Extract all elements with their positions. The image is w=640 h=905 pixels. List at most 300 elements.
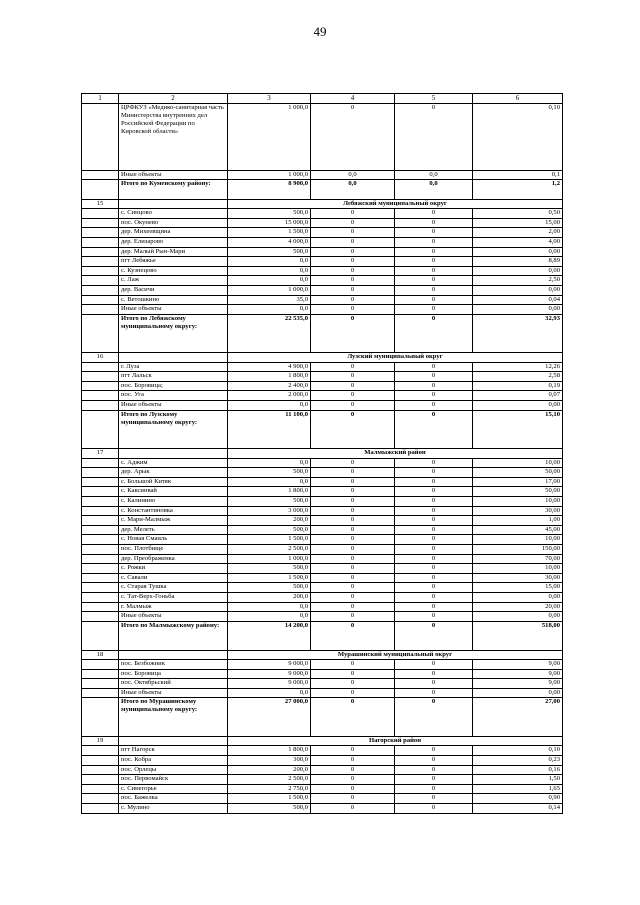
row-number-cell [82, 257, 119, 267]
value-col5: 0 [395, 516, 473, 526]
value-col4: 0 [311, 612, 395, 622]
empty-cell [119, 650, 228, 660]
settlement-name: пос. Боровица [119, 669, 228, 679]
value-col5: 0 [395, 756, 473, 766]
value-col5: 0,0 [395, 180, 473, 199]
value-col6: 2,50 [473, 276, 563, 286]
value-col5: 0 [395, 583, 473, 593]
settlement-name: с. Мулино [119, 804, 228, 814]
section-title: Лузский муниципальный округ [228, 353, 563, 363]
value-col6: 0,00 [473, 305, 563, 315]
value-col3: 11 100,0 [228, 410, 311, 448]
value-col6: 0,00 [473, 688, 563, 698]
settlement-name: с. Новая Смаиль [119, 535, 228, 545]
value-col4: 0 [311, 372, 395, 382]
value-col4: 0 [311, 698, 395, 736]
settlement-name: Итого по Лузскому муниципальному округу: [119, 410, 228, 448]
settlement-name: пгт Лебяжье [119, 257, 228, 267]
value-col6: 30,00 [473, 506, 563, 516]
value-col3: 3 000,0 [228, 506, 311, 516]
value-col6: 0,10 [473, 103, 563, 170]
settlement-name: пгт Нагорск [119, 746, 228, 756]
value-col5: 0 [395, 276, 473, 286]
value-col5: 0 [395, 688, 473, 698]
row-number-cell [82, 612, 119, 622]
value-col3: 0,0 [228, 276, 311, 286]
row-number-cell [82, 410, 119, 448]
value-col3: 1 500,0 [228, 228, 311, 238]
value-col5: 0 [395, 362, 473, 372]
settlement-name: г. Луза [119, 362, 228, 372]
value-col4: 0 [311, 660, 395, 670]
value-col4: 0 [311, 794, 395, 804]
value-col6: 15,00 [473, 583, 563, 593]
settlement-name: пос. Безбожник [119, 660, 228, 670]
value-col4: 0 [311, 487, 395, 497]
value-col6: 0,00 [473, 266, 563, 276]
section-number: 19 [82, 736, 119, 746]
value-col4: 0 [311, 621, 395, 650]
column-header: 5 [395, 94, 473, 104]
table-row [82, 669, 563, 679]
value-col3: 1 000,0 [228, 285, 311, 295]
table-body [82, 94, 563, 814]
row-number-cell [82, 487, 119, 497]
empty-cell [119, 736, 228, 746]
row-number-cell [82, 103, 119, 170]
settlement-name: Иные объекты [119, 170, 228, 180]
value-col6: 9,00 [473, 660, 563, 670]
table-row [82, 564, 563, 574]
value-col3: 22 535,0 [228, 314, 311, 352]
value-col6: 1,65 [473, 784, 563, 794]
value-col3: 500,0 [228, 804, 311, 814]
value-col5: 0 [395, 660, 473, 670]
value-col6: 1,2 [473, 180, 563, 199]
value-col5: 0 [395, 468, 473, 478]
row-number-cell [82, 592, 119, 602]
value-col4: 0 [311, 573, 395, 583]
settlement-name: Иные объекты [119, 688, 228, 698]
value-col5: 0 [395, 285, 473, 295]
settlement-name: с. Синегорье [119, 784, 228, 794]
value-col4: 0 [311, 756, 395, 766]
row-number-cell [82, 285, 119, 295]
row-number-cell [82, 237, 119, 247]
settlement-name: с. Мари-Малмыж [119, 516, 228, 526]
value-col4: 0 [311, 765, 395, 775]
settlement-name: с. Большой Китяк [119, 477, 228, 487]
value-col4: 0 [311, 228, 395, 238]
row-number-cell [82, 804, 119, 814]
value-col4: 0 [311, 381, 395, 391]
table-row [82, 688, 563, 698]
value-col5: 0 [395, 794, 473, 804]
total-row [82, 698, 563, 736]
row-number-cell [82, 544, 119, 554]
value-col5: 0 [395, 218, 473, 228]
value-col3: 1 800,0 [228, 746, 311, 756]
value-col4: 0 [311, 314, 395, 352]
table-row [82, 525, 563, 535]
value-col5: 0 [395, 391, 473, 401]
value-col3: 0,0 [228, 477, 311, 487]
value-col6: 10,00 [473, 497, 563, 507]
table-row [82, 305, 563, 315]
row-number-cell [82, 218, 119, 228]
value-col6: 0,10 [473, 746, 563, 756]
value-col4: 0,0 [311, 180, 395, 199]
value-col4: 0 [311, 746, 395, 756]
value-col6: 8,89 [473, 257, 563, 267]
settlement-name: дер. Михеевщина [119, 228, 228, 238]
settlement-name: дер. Елизарово [119, 237, 228, 247]
settlement-name: с. Рожки [119, 564, 228, 574]
value-col5: 0 [395, 103, 473, 170]
value-col4: 0 [311, 237, 395, 247]
row-number-cell [82, 784, 119, 794]
row-number-cell [82, 209, 119, 219]
value-col4: 0 [311, 305, 395, 315]
table-row [82, 266, 563, 276]
table-row [82, 554, 563, 564]
value-col3: 27 000,0 [228, 698, 311, 736]
value-col6: 15,00 [473, 218, 563, 228]
value-col4: 0 [311, 583, 395, 593]
total-row [82, 314, 563, 352]
value-col5: 0 [395, 266, 473, 276]
value-col5: 0 [395, 775, 473, 785]
section-header-row [82, 449, 563, 459]
value-col5: 0 [395, 372, 473, 382]
value-col4: 0 [311, 410, 395, 448]
column-header: 3 [228, 94, 311, 104]
value-col3: 2 750,0 [228, 784, 311, 794]
value-col5: 0 [395, 209, 473, 219]
empty-cell [119, 199, 228, 209]
row-number-cell [82, 554, 119, 564]
table-row [82, 237, 563, 247]
value-col6: 10,00 [473, 564, 563, 574]
table-row [82, 602, 563, 612]
value-col6: 0,00 [473, 612, 563, 622]
value-col3: 9 000,0 [228, 669, 311, 679]
value-col6: 30,00 [473, 573, 563, 583]
value-col6: 0,50 [473, 209, 563, 219]
value-col5: 0 [395, 669, 473, 679]
value-col4: 0 [311, 257, 395, 267]
value-col3: 0,0 [228, 266, 311, 276]
row-number-cell [82, 506, 119, 516]
value-col6: 0,00 [473, 592, 563, 602]
value-col3: 200,0 [228, 516, 311, 526]
value-col3: 9 000,0 [228, 679, 311, 689]
value-col5: 0 [395, 497, 473, 507]
table-row [82, 391, 563, 401]
settlement-name: пос. Первомайск [119, 775, 228, 785]
row-number-cell [82, 535, 119, 545]
value-col6: 0,00 [473, 285, 563, 295]
value-col6: 0,23 [473, 756, 563, 766]
table-row [82, 544, 563, 554]
value-col4: 0 [311, 218, 395, 228]
row-number-cell [82, 765, 119, 775]
value-col3: 0,0 [228, 688, 311, 698]
section-header-row [82, 736, 563, 746]
value-col3: 2 500,0 [228, 775, 311, 785]
column-header: 2 [119, 94, 228, 104]
value-col6: 0,00 [473, 401, 563, 411]
table-row [82, 487, 563, 497]
value-col4: 0 [311, 458, 395, 468]
value-col3: 1 000,0 [228, 103, 311, 170]
value-col4: 0 [311, 525, 395, 535]
value-col5: 0 [395, 698, 473, 736]
value-col5: 0 [395, 525, 473, 535]
value-col5: 0 [395, 804, 473, 814]
value-col5: 0 [395, 381, 473, 391]
row-number-cell [82, 497, 119, 507]
table-row [82, 218, 563, 228]
value-col5: 0 [395, 679, 473, 689]
value-col3: 500,0 [228, 497, 311, 507]
table-row [82, 679, 563, 689]
value-col5: 0 [395, 544, 473, 554]
settlement-name: г. Малмыж [119, 602, 228, 612]
value-col5: 0 [395, 410, 473, 448]
section-header-row [82, 650, 563, 660]
empty-cell [119, 353, 228, 363]
settlement-name: Итого по Малмыжскому району: [119, 621, 228, 650]
table-row [82, 756, 563, 766]
value-col5: 0 [395, 487, 473, 497]
table-row [82, 103, 563, 170]
settlement-name: дер. Арык [119, 468, 228, 478]
settlement-name: пос. Октябрьский [119, 679, 228, 689]
column-header: 4 [311, 94, 395, 104]
value-col4: 0,0 [311, 170, 395, 180]
value-col4: 0 [311, 468, 395, 478]
value-col5: 0 [395, 237, 473, 247]
table-row [82, 804, 563, 814]
value-col5: 0 [395, 477, 473, 487]
value-col3: 35,0 [228, 295, 311, 305]
value-col5: 0 [395, 295, 473, 305]
value-col4: 0 [311, 401, 395, 411]
value-col6: 9,00 [473, 679, 563, 689]
value-col6: 17,00 [473, 477, 563, 487]
value-col5: 0 [395, 257, 473, 267]
row-number-cell [82, 602, 119, 612]
row-number-cell [82, 583, 119, 593]
value-col3: 1 800,0 [228, 372, 311, 382]
table-row [82, 247, 563, 257]
table-row [82, 401, 563, 411]
value-col4: 0 [311, 669, 395, 679]
value-col3: 500,0 [228, 564, 311, 574]
value-col4: 0 [311, 266, 395, 276]
row-number-cell [82, 746, 119, 756]
value-col6: 50,00 [473, 468, 563, 478]
section-title: Малмыжский район [228, 449, 563, 459]
value-col4: 0 [311, 804, 395, 814]
value-col6: 0,19 [473, 381, 563, 391]
settlement-name: дер. Васичи [119, 285, 228, 295]
settlement-name: с. Ветошкино [119, 295, 228, 305]
row-number-cell [82, 698, 119, 736]
table-row [82, 573, 563, 583]
value-col6: 1,50 [473, 775, 563, 785]
section-header-row [82, 353, 563, 363]
settlement-name: Иные объекты [119, 612, 228, 622]
value-col5: 0 [395, 305, 473, 315]
value-col6: 15,10 [473, 410, 563, 448]
section-number: 17 [82, 449, 119, 459]
data-table [81, 93, 563, 814]
row-number-cell [82, 362, 119, 372]
value-col6: 2,00 [473, 228, 563, 238]
row-number-cell [82, 180, 119, 199]
table-row [82, 506, 563, 516]
table-row [82, 228, 563, 238]
value-col3: 500,0 [228, 583, 311, 593]
settlement-name: с. Константиновка [119, 506, 228, 516]
settlement-name: Итого по Мурашинскому муниципальному округу: [119, 698, 228, 736]
table-row [82, 660, 563, 670]
table-row [82, 765, 563, 775]
settlement-name: с. Синцово [119, 209, 228, 219]
row-number-cell [82, 314, 119, 352]
table-row [82, 468, 563, 478]
value-col3: 0,0 [228, 458, 311, 468]
table-row [82, 276, 563, 286]
value-col6: 70,00 [473, 554, 563, 564]
section-title: Мурашинский муниципальный округ [228, 650, 563, 660]
value-col5: 0,0 [395, 170, 473, 180]
value-col3: 2 000,0 [228, 391, 311, 401]
value-col6: 50,00 [473, 487, 563, 497]
value-col6: 0,1 [473, 170, 563, 180]
settlement-name: Итого по Лебяжскому муниципальному округу: [119, 314, 228, 352]
row-number-cell [82, 775, 119, 785]
table-row [82, 592, 563, 602]
table-row [82, 612, 563, 622]
value-col6: 518,00 [473, 621, 563, 650]
value-col5: 0 [395, 765, 473, 775]
value-col4: 0 [311, 295, 395, 305]
row-number-cell [82, 688, 119, 698]
value-col5: 0 [395, 314, 473, 352]
value-col5: 0 [395, 401, 473, 411]
value-col5: 0 [395, 784, 473, 794]
row-number-cell [82, 372, 119, 382]
row-number-cell [82, 525, 119, 535]
row-number-cell [82, 391, 119, 401]
row-number-cell [82, 458, 119, 468]
settlement-name: дер. Мелеть [119, 525, 228, 535]
value-col4: 0 [311, 554, 395, 564]
section-header-row [82, 199, 563, 209]
row-number-cell [82, 401, 119, 411]
header-row [82, 94, 563, 104]
section-number: 16 [82, 353, 119, 363]
value-col3: 0,0 [228, 401, 311, 411]
value-col6: 4,00 [473, 237, 563, 247]
value-col6: 0,14 [473, 804, 563, 814]
value-col5: 0 [395, 621, 473, 650]
value-col5: 0 [395, 602, 473, 612]
value-col4: 0 [311, 285, 395, 295]
value-col6: 0,90 [473, 794, 563, 804]
value-col5: 0 [395, 592, 473, 602]
value-col6: 20,00 [473, 602, 563, 612]
value-col6: 45,00 [473, 525, 563, 535]
value-col6: 10,00 [473, 458, 563, 468]
settlement-name: Иные объекты [119, 401, 228, 411]
section-number: 18 [82, 650, 119, 660]
value-col4: 0 [311, 784, 395, 794]
value-col3: 15 000,0 [228, 218, 311, 228]
settlement-name: Итого по Куменскому району: [119, 180, 228, 199]
empty-cell [119, 449, 228, 459]
value-col6: 0,04 [473, 295, 563, 305]
settlement-name: ЦРФКУЗ «Медико-санитарная часть Министерства внутренних дел Российской Федерации по Кировской области» [119, 103, 228, 170]
row-number-cell [82, 477, 119, 487]
table-row [82, 372, 563, 382]
value-col4: 0 [311, 103, 395, 170]
value-col5: 0 [395, 247, 473, 257]
page-number: 49 [313, 24, 327, 39]
row-number-cell [82, 669, 119, 679]
value-col4: 0 [311, 535, 395, 545]
value-col4: 0 [311, 564, 395, 574]
value-col4: 0 [311, 544, 395, 554]
settlement-name: с. Аджим [119, 458, 228, 468]
value-col6: 32,93 [473, 314, 563, 352]
settlement-name: пгт Лальск [119, 372, 228, 382]
table-row [82, 516, 563, 526]
value-col6: 27,00 [473, 698, 563, 736]
value-col3: 1 500,0 [228, 573, 311, 583]
value-col6: 10,00 [473, 535, 563, 545]
value-col4: 0 [311, 477, 395, 487]
row-number-cell [82, 295, 119, 305]
settlement-name: дер. Малый Рын-Мари [119, 247, 228, 257]
section-title: Лебяжский муниципальный округ [228, 199, 563, 209]
value-col3: 9 000,0 [228, 660, 311, 670]
settlement-name: пос. Орлецы [119, 765, 228, 775]
value-col6: 0,16 [473, 765, 563, 775]
settlement-name: Иные объекты [119, 305, 228, 315]
settlement-name: с. Старая Тушка [119, 583, 228, 593]
row-number-cell [82, 228, 119, 238]
settlement-name: дер. Преображенка [119, 554, 228, 564]
table-row [82, 381, 563, 391]
value-col5: 0 [395, 746, 473, 756]
row-number-cell [82, 381, 119, 391]
settlement-name: с. Тат-Верх-Гоньба [119, 592, 228, 602]
value-col5: 0 [395, 564, 473, 574]
value-col6: 12,26 [473, 362, 563, 372]
row-number-cell [82, 679, 119, 689]
table-row [82, 295, 563, 305]
table-row [82, 784, 563, 794]
total-row [82, 410, 563, 448]
value-col4: 0 [311, 679, 395, 689]
value-col4: 0 [311, 276, 395, 286]
settlement-name: пос. Боровица; [119, 381, 228, 391]
table-row [82, 775, 563, 785]
